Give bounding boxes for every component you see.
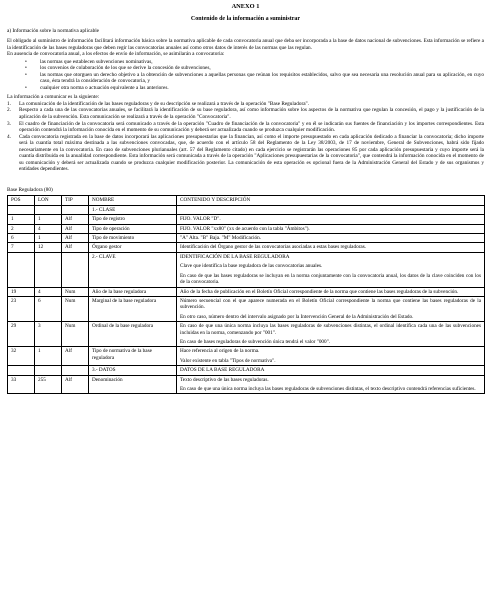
- annex-title: ANEXO 1: [231, 3, 260, 10]
- table-header-row: [8, 196, 485, 205]
- cell-contenido: [177, 252, 485, 287]
- cell-lon: 1: [35, 215, 62, 224]
- cell-contenido: [177, 234, 485, 243]
- cell-paragraph: En caso de bases reguladoras de subvención única tendrá el valor "000".: [180, 338, 331, 345]
- cell-pos: 19: [8, 287, 35, 296]
- cell-nombre: 2.- CLAVE: [89, 252, 177, 287]
- intro-line-2: En ausencia de convocatoria anual, a los efectos de envío de información, se asimilarán a convocatoria:: [7, 51, 225, 58]
- document-page: [7, 3, 484, 394]
- table-row: [8, 296, 485, 321]
- cell-nombre: Tipo de normativa de la base reguladora: [89, 347, 177, 366]
- cell-pos: 7: [8, 243, 35, 252]
- cell-tip: Num: [62, 296, 89, 321]
- header-nombre: NOMBRE: [89, 196, 177, 205]
- cell-paragraph: En caso de que una única norma incluya las bases reguladoras de subvenciones distintas, el texto descriptivo contendrá referencias suficientes.: [180, 385, 476, 392]
- list-item: • las normas que otorguen un derecho objetivo a la obtención de subvenciones a aquellas personas que reúnan los requisitos establecidos, salvo que sea necesaria una resolución anual para su aplicación, en cuyo caso, ésta tendrá la consideración de convocatoria, y: [33, 72, 484, 85]
- cell-nombre: Tipo de movimiento: [89, 234, 177, 243]
- item-number: 2.: [7, 107, 11, 114]
- header-tip: TIP: [62, 196, 89, 205]
- cell-pos: 1: [8, 215, 35, 224]
- table-body: [8, 205, 485, 394]
- cell-contenido: [177, 322, 485, 347]
- cell-paragraph: En caso de que una única norma incluya las bases reguladoras de subvenciones distintas, el ordinal identifica cada una de las subvenciones incluidas en la norma, comenzando por "001".: [180, 323, 481, 336]
- cell-tip: Alf: [62, 347, 89, 366]
- cell-contenido: [177, 287, 485, 296]
- cell-contenido: [177, 296, 485, 321]
- table-section-row: [8, 205, 485, 214]
- table-row: [8, 375, 485, 394]
- cell-nombre: Tipo de registro: [89, 215, 177, 224]
- cell-lon: 4: [35, 287, 62, 296]
- table-row: [8, 224, 485, 233]
- table-row: [8, 234, 485, 243]
- table-row: [8, 347, 485, 366]
- cell-nombre: Denominación: [89, 375, 177, 394]
- table-row: [8, 287, 485, 296]
- cell-lon: 255: [35, 375, 62, 394]
- info-heading: La información a comunicar es la siguiente:: [7, 94, 100, 101]
- table-section-row: [8, 252, 485, 287]
- assimilated-list: [7, 59, 484, 92]
- cell-nombre: Órgano gestor: [89, 243, 177, 252]
- list-item: • las normas que establecen subvenciones nominativas,: [33, 59, 484, 66]
- cell-lon: 6: [35, 296, 62, 321]
- item-text: El cuadro de financiación de la convocatoria será comunicado a través de la operación "Cuadro de financiación de la convocatoria" y en él se indicarán sus fuentes de financiación y los importes correspondientes. Esta operación contendrá la información conocida en el momento de su comunicación y deberá ser actualizada cuando se produzca cualquier modificación.: [19, 120, 484, 134]
- annex-subtitle: Contenido de la información a suministrar: [190, 16, 301, 23]
- table-row: [8, 322, 485, 347]
- cell-paragraph: Clave que identifica la base reguladora de las convocatorias anuales.: [180, 263, 323, 270]
- cell-paragraph: Año de la fecha de publicación en el Boletín Oficial correspondiente de la norma que contiene las bases reguladoras de la subvención.: [180, 288, 459, 295]
- cell-lon: 4: [35, 224, 62, 233]
- cell-paragraph: DATOS DE LA BASE REGULADORA: [180, 367, 265, 374]
- table-section-row: [8, 366, 485, 375]
- cell-tip: Alf: [62, 215, 89, 224]
- cell-paragraph: IDENTIFICACIÓN DE LA BASE REGULADORA: [180, 253, 290, 260]
- record-layout-table: [7, 195, 485, 394]
- cell-lon: 12: [35, 243, 62, 252]
- cell-paragraph: Texto descriptivo de las bases reguladoras.: [180, 376, 269, 383]
- cell-pos: 6: [8, 234, 35, 243]
- cell-paragraph: FIJO. VALOR "D".: [180, 216, 221, 223]
- item-number: 4.: [7, 133, 11, 140]
- table-row: [8, 243, 485, 252]
- cell-paragraph: "A" Alta. "B" Baja. "M" Modificación.: [180, 235, 261, 242]
- cell-contenido: [177, 347, 485, 366]
- cell-tip: Num: [62, 287, 89, 296]
- cell-tip: Alf: [62, 234, 89, 243]
- item-number: 3.: [7, 120, 11, 127]
- item-text: La comunicación de la identificación de las bases reguladoras y de su descripción se realizará a través de la operación "Base Reguladora".: [19, 100, 309, 107]
- cell-pos: [8, 252, 35, 287]
- cell-lon: [35, 366, 62, 375]
- cell-tip: [62, 366, 89, 375]
- cell-lon: 1: [35, 234, 62, 243]
- cell-contenido: [177, 243, 485, 252]
- cell-pos: [8, 205, 35, 214]
- cell-nombre: Marginal de la base reguladora: [89, 296, 177, 321]
- cell-paragraph: Valor existente en tabla "Tipos de normativa".: [180, 357, 276, 364]
- header-pos: POS: [8, 196, 35, 205]
- cell-lon: 3: [35, 322, 62, 347]
- cell-tip: [62, 252, 89, 287]
- cell-tip: Alf: [62, 224, 89, 233]
- header-contenido: CONTENIDO Y DESCRIPCIÓN: [177, 196, 485, 205]
- cell-lon: 1: [35, 347, 62, 366]
- cell-lon: [35, 252, 62, 287]
- list-item: • cualquier otra norma o actuación equivalente a las anteriores.: [33, 85, 484, 92]
- section-a-heading: a) Información sobre la normativa aplicable: [7, 28, 99, 35]
- cell-paragraph: En caso de que las bases reguladoras se incluyan en la norma conjuntamente con la convocatoria anual, los datos de la clave coinciden con los de la convocatoria.: [180, 272, 481, 286]
- header-lon: LON: [35, 196, 62, 205]
- cell-tip: Alf: [62, 243, 89, 252]
- cell-nombre: 1.- CLASE: [89, 205, 177, 214]
- cell-pos: 29: [8, 322, 35, 347]
- item-number: 1.: [7, 100, 11, 107]
- cell-tip: Num: [62, 322, 89, 347]
- cell-paragraph: Número secuencial con el que aparece numerada en el Boletín Oficial correspondiente la norma que contiene las bases reguladoras de la subvención.: [180, 297, 481, 311]
- cell-paragraph: En otro caso, número dentro del intervalo asignado por la Intervención General de la Administración del Estado.: [180, 313, 414, 320]
- cell-nombre: Año de la base reguladora: [89, 287, 177, 296]
- table-caption: Base Reguladora (80): [7, 186, 53, 193]
- cell-lon: [35, 205, 62, 214]
- list-item: • los convenios de colaboración de los que se derive la concesión de subvenciones,: [33, 65, 484, 72]
- cell-contenido: [177, 366, 485, 375]
- cell-pos: [8, 366, 35, 375]
- cell-paragraph: Identificación del Órgano gestor de las convocatorias asociadas a estas bases reguladoras.: [180, 244, 367, 251]
- cell-nombre: 3.- DATOS: [89, 366, 177, 375]
- item-text: Cada convocatoria registrada en la base de datos incorporará las aplicaciones presupuestarias que la financian, así como el importe presupuestado en cada aplicación dedicado a financiar la convocatoria; dicho importe será la cuantía total máxima destinada a las subvenciones convocadas, que, de acuerdo con el artículo 58 del Reglamento de la Ley 38/2003, de 17 de noviembre, General de Subvenciones, habrá sido fijado necesariamente en la convocatoria. En caso de subvenciones plurianuales (art. 57 del Reglamento citado) en cada ejercicio se registrarán las operaciones 85 por cada aplicación presupuestaria y cuyo importe será la cuantía distribuida en la anualidad correspondiente. Esta información será comunicada a través de la operación "Aplicaciones presupuestarias de la convocatoria", que contendrá la información conocida en el momento de su comunicación y deberá ser actualizada cuando se produzca cualquier modificación posterior. La comunicación de esta operación es opcional fuera de la Administración General del Estado y de sus organismos y entidades dependientes.: [19, 133, 484, 173]
- numbered-list: [7, 101, 484, 173]
- list-item: [7, 107, 484, 120]
- intro-paragraph: El obligado al suministro de información facilitará información básica sobre la normativa aplicable de cada convocatoria anual que deba ser incorporada a la base de datos nacional de subvenciones. Esta información se refiere a la identificación de las bases reguladoras que deben regir las convocatorias anuales así como otros datos de interés de las normas que las regulan.: [7, 37, 484, 51]
- cell-contenido: [177, 375, 485, 394]
- cell-nombre: Ordinal de la base reguladora: [89, 322, 177, 347]
- item-text: Respecto a cada una de las convocatorias anuales, se facilitará la identificación de su base reguladora, así como información sobre los aspectos de la normativa que regulan la concesión, el pago y la justificación de la aplicación de la subvención. Esta comunicación se realizará a través de la operación "Convocatoria".: [19, 107, 484, 120]
- list-item: [7, 121, 484, 134]
- cell-nombre: Tipo de operación: [89, 224, 177, 233]
- cell-paragraph: Hace referencia al origen de la norma.: [180, 348, 260, 355]
- table-row: [8, 215, 485, 224]
- cell-tip: [62, 205, 89, 214]
- cell-contenido: [177, 215, 485, 224]
- cell-contenido: [177, 205, 485, 214]
- cell-pos: 2: [8, 224, 35, 233]
- cell-pos: 33: [8, 375, 35, 394]
- cell-pos: 32: [8, 347, 35, 366]
- cell-pos: 23: [8, 296, 35, 321]
- list-item: [7, 134, 484, 173]
- cell-tip: Alf: [62, 375, 89, 394]
- cell-paragraph: FIJO. VALOR "xx80" (xx de acuerdo con la tabla "Ámbitos").: [180, 225, 310, 232]
- cell-contenido: [177, 224, 485, 233]
